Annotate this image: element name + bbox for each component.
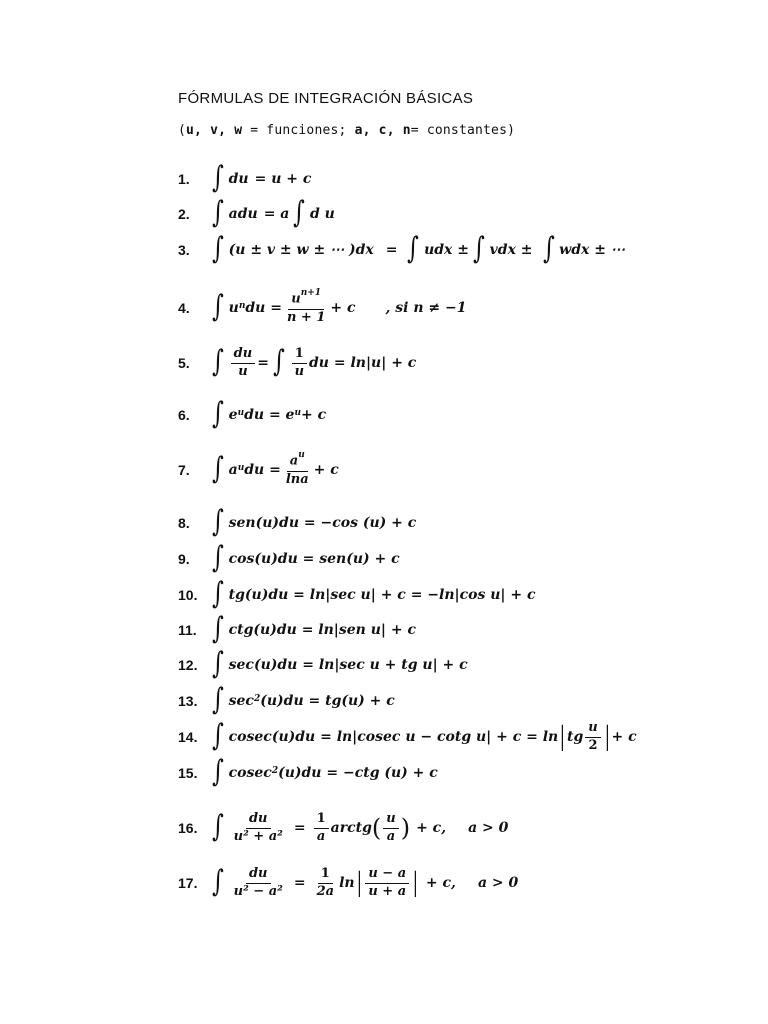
formula-inner: tg	[567, 729, 584, 745]
integral-sign: ∫	[211, 754, 224, 789]
fraction-numerator: a	[289, 453, 299, 469]
fraction	[284, 290, 328, 325]
fraction-denominator: a	[316, 828, 326, 844]
formula-13	[178, 684, 395, 718]
formula-number: 7.	[178, 462, 190, 478]
formula-14	[178, 718, 637, 756]
formula-number: 4.	[178, 300, 190, 316]
exponent: 2	[253, 694, 261, 704]
integral-sign: ∫	[211, 160, 224, 195]
formula-tail: d u	[310, 206, 335, 222]
formula-rhs: = a	[263, 206, 290, 222]
integral-sign: ∫	[211, 195, 224, 230]
formula-9	[178, 542, 400, 576]
exponent: u	[237, 463, 245, 473]
formula-lhs: sec	[228, 693, 254, 709]
integral-sign: ∫	[211, 682, 224, 717]
exponent: u	[237, 408, 245, 418]
integral-sign: ∫	[211, 231, 224, 266]
formula-5	[178, 343, 416, 383]
subtitle-consts: a, c, n	[354, 123, 411, 138]
fraction-denominator: lna	[285, 471, 309, 487]
formula-17	[178, 861, 518, 905]
integral-sign: ∫	[272, 344, 285, 379]
fraction-denominator: u	[238, 363, 248, 379]
formula-number: 13.	[178, 693, 198, 709]
formula-term-3: wdx ± ⋯	[559, 242, 625, 258]
formula-lhs-tail: du =	[245, 300, 282, 316]
subtitle-end: = constantes)	[410, 123, 516, 138]
formula-number: 3.	[178, 242, 190, 258]
fraction-denominator: u² + a²	[233, 828, 283, 844]
formula-term-2: vdx ±	[489, 242, 533, 258]
formula-11	[178, 613, 416, 647]
formula-1	[178, 162, 311, 196]
fraction	[314, 867, 337, 900]
exponent: 2	[271, 766, 279, 776]
fraction-denominator: a	[386, 828, 396, 844]
fraction-denominator: u	[294, 363, 305, 379]
formula-term-1: udx ±	[424, 242, 469, 258]
fraction	[292, 347, 307, 380]
formula-mid: arctg	[330, 820, 372, 836]
formula-rhs: + c	[313, 462, 339, 478]
exponent: n+1	[300, 288, 322, 299]
formula-lhs: adu	[228, 206, 258, 222]
formula-3	[178, 233, 625, 267]
formula-number: 12.	[178, 657, 198, 673]
integral-sign: ∫	[211, 864, 224, 899]
integral-sign: ∫	[211, 289, 224, 324]
abs-bar: |	[412, 868, 419, 898]
formula-lhs: (u ± v ± w ± ⋯ )dx	[228, 242, 374, 258]
subtitle	[178, 123, 515, 138]
formula-expr: tg(u)du = ln|sec u| + c = −ln|cos u| + c	[228, 587, 536, 603]
subtitle-open: (	[178, 123, 187, 138]
formula-8	[178, 506, 416, 540]
formula-rhs: + c	[611, 729, 637, 745]
formula-eq: =	[293, 875, 306, 891]
fraction-numerator: u − a	[365, 867, 409, 884]
formula-15	[178, 756, 438, 790]
formula-expr: cosec(u)du = ln|cosec u − cotg u| + c = ln	[228, 729, 559, 745]
formula-lhs: du	[228, 171, 249, 187]
integral-sign: ∫	[211, 396, 224, 431]
integral-sign: ∫	[542, 231, 555, 266]
formula-rhs: + c,	[416, 820, 447, 836]
formula-number: 1.	[178, 171, 190, 187]
paren-right: )	[400, 814, 411, 842]
exponent: n	[238, 301, 246, 311]
fraction	[383, 812, 398, 845]
integral-sign: ∫	[211, 646, 224, 681]
formula-eq: =	[257, 355, 269, 371]
formula-4	[178, 288, 467, 328]
fraction-numerator: u	[585, 721, 600, 738]
formula-condition: a > 0	[468, 820, 509, 836]
integral-sign: ∫	[472, 231, 485, 266]
formula-number: 9.	[178, 551, 190, 567]
fraction-numerator: 1	[292, 347, 307, 364]
formula-12	[178, 648, 468, 682]
fraction-numerator: du	[246, 867, 271, 884]
paren-left: (	[371, 814, 382, 842]
integral-sign: ∫	[211, 344, 224, 379]
exponent: u	[294, 408, 302, 418]
formula-lhs: e	[228, 407, 238, 423]
formula-eq: =	[293, 820, 306, 836]
formula-lhs-tail: du =	[244, 462, 281, 478]
abs-bar: |	[356, 868, 362, 898]
fraction-numerator: u	[291, 291, 301, 307]
formula-7	[178, 450, 339, 490]
formula-expr: sec(u)du = ln|sec u + tg u| + c	[228, 657, 468, 673]
fraction-denominator: 2a	[316, 883, 335, 899]
formula-rhs: + c,	[425, 875, 456, 891]
fraction-numerator: 1	[314, 812, 329, 829]
subtitle-vars: u, v, w	[186, 123, 243, 138]
formula-2	[178, 197, 335, 231]
fraction	[314, 812, 329, 845]
formula-number: 16.	[178, 820, 198, 836]
formula-lhs-tail: (u)du = tg(u) + c	[260, 693, 395, 709]
formula-lhs-tail: du = e	[244, 407, 295, 423]
formula-expr: cos(u)du = sen(u) + c	[228, 551, 400, 567]
formula-lhs: cosec	[228, 765, 272, 781]
formula-lhs: u	[228, 300, 239, 316]
subtitle-mid: = funciones;	[242, 123, 355, 138]
fraction-denominator: 2	[588, 737, 598, 753]
integral-sign: ∫	[211, 718, 224, 753]
formula-number: 17.	[178, 875, 198, 891]
formula-condition: , si n ≠ −1	[385, 300, 467, 316]
fraction	[231, 812, 286, 845]
formula-number: 10.	[178, 587, 198, 603]
formula-number: 14.	[178, 729, 198, 745]
exponent: u	[298, 450, 305, 461]
formula-rhs: du = ln|u| + c	[309, 355, 417, 371]
formula-condition: a > 0	[477, 875, 519, 891]
formula-expr: ctg(u)du = ln|sen u| + c	[228, 622, 416, 638]
integral-sign: ∫	[211, 809, 224, 844]
formula-rhs: + c	[301, 407, 327, 423]
fraction	[283, 452, 312, 487]
integral-sign: ∫	[211, 540, 224, 575]
formula-number: 15.	[178, 765, 198, 781]
formula-lhs: a	[228, 462, 238, 478]
formula-16	[178, 806, 508, 850]
formula-number: 2.	[178, 206, 190, 222]
fraction-numerator: u	[383, 812, 398, 829]
fraction-numerator: du	[231, 347, 256, 364]
page-title: FÓRMULAS DE INTEGRACIÓN BÁSICAS	[178, 90, 474, 107]
formula-expr: sen(u)du = −cos (u) + c	[228, 515, 417, 531]
formula-number: 11.	[178, 622, 197, 638]
fraction	[231, 867, 286, 900]
fraction	[585, 721, 600, 754]
abs-bar: |	[604, 722, 610, 752]
integral-sign: ∫	[293, 195, 306, 230]
fraction	[231, 347, 256, 380]
fraction-denominator: n + 1	[286, 309, 326, 325]
fraction-denominator: u + a	[368, 883, 407, 899]
formula-rhs: = u + c	[254, 171, 312, 187]
integral-sign: ∫	[211, 451, 224, 486]
integral-sign: ∫	[211, 576, 224, 611]
integral-sign: ∫	[211, 504, 224, 539]
formula-eq: =	[385, 242, 398, 258]
formula-lhs-tail: (u)du = −ctg (u) + c	[278, 765, 438, 781]
fraction	[365, 867, 409, 900]
formula-mid: ln	[339, 875, 355, 891]
fraction-denominator: u² − a²	[233, 883, 283, 899]
formula-6	[178, 398, 326, 432]
integral-sign: ∫	[407, 231, 420, 266]
abs-bar: |	[559, 722, 566, 752]
fraction-numerator: 1	[318, 867, 333, 884]
integral-sign: ∫	[211, 611, 224, 646]
formula-rhs: + c	[330, 300, 356, 316]
formula-number: 6.	[178, 407, 190, 423]
formula-number: 5.	[178, 355, 190, 371]
fraction-numerator: du	[246, 812, 271, 829]
formula-number: 8.	[178, 515, 190, 531]
formula-10	[178, 578, 536, 612]
